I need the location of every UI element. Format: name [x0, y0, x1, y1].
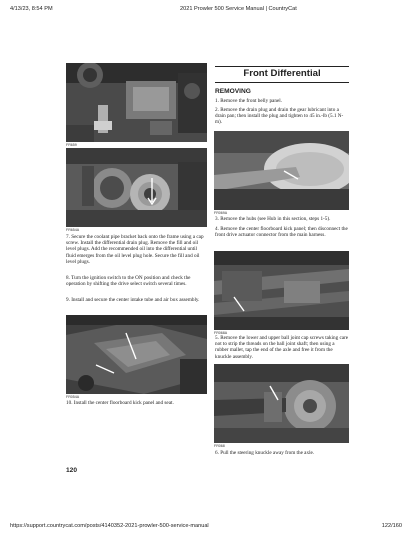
step-3: 3. Remove the hubs (see Hub in this section, steps 1-5). — [215, 216, 331, 222]
section-subheading: REMOVING — [215, 88, 251, 95]
photo-floorboard-panel — [66, 315, 207, 394]
step-6: 6. Pull the steering knuckle away from the axle. — [215, 450, 315, 456]
step-7: 7. Secure the coolant pipe bracket back onto the frame using a cap screw. Install the differential drain plug. Remove the fill and oil level plugs. Add the recommended oil into the differential until fluid emerges from the oil level plug hole. Secure the fill and oil level plugs. — [66, 234, 204, 265]
print-page-count: 122/160 — [381, 523, 402, 529]
photo-actuator-connector — [214, 251, 349, 330]
step-5: 5. Remove the lower and upper ball joint cap screws taking care not to strip the threads on the ball joint shaft; then using a rubber mallet, tap the end of the axle and free it from the knuckle assembly. — [215, 335, 349, 360]
step-2: 2. Remove the drain plug and drain the gear lubricant into a drain pan; then install the plug and tighten to 45 in.-lb (5.1 N-m). — [215, 107, 344, 126]
step-4: 4. Remove the center floorboard kick panel; then disconnect the front drive actuator connector from the main harness. — [215, 226, 348, 239]
step-1: 1. Remove the front belly panel. — [215, 98, 282, 104]
photo-drain-plug — [214, 131, 349, 210]
caption-photo-4: FR069A — [214, 211, 228, 215]
step-10: 10. Install the center floorboard kick panel and seat. — [66, 400, 174, 406]
caption-photo-3: FR054A — [66, 395, 80, 399]
caption-photo-2: FR654A — [66, 228, 80, 232]
caption-photo-1: FR659 — [66, 143, 77, 147]
caption-photo-5: FR068A — [214, 331, 228, 335]
photo-differential-plugs — [66, 148, 207, 227]
caption-photo-6: FR068 — [214, 444, 225, 448]
step-9: 9. Install and secure the center intake tube and air box assembly. — [66, 297, 200, 303]
print-timestamp: 4/13/23, 8:54 PM — [10, 6, 53, 12]
section-title-bar — [215, 66, 349, 83]
print-url: https://support.countrycat.com/posts/4140352-2021-prowler-500-service-manual — [10, 523, 209, 529]
section-title: Front Differential — [243, 68, 321, 79]
step-8: 8. Turn the ignition switch to the ON position and check the operation by shifting the drive select switch several times. — [66, 275, 191, 288]
print-page-title: 2021 Prowler 500 Service Manual | CountryCat — [180, 6, 297, 12]
photo-steering-knuckle — [214, 364, 349, 443]
photo-coolant-bracket — [66, 63, 207, 142]
page-number: 120 — [66, 467, 78, 474]
